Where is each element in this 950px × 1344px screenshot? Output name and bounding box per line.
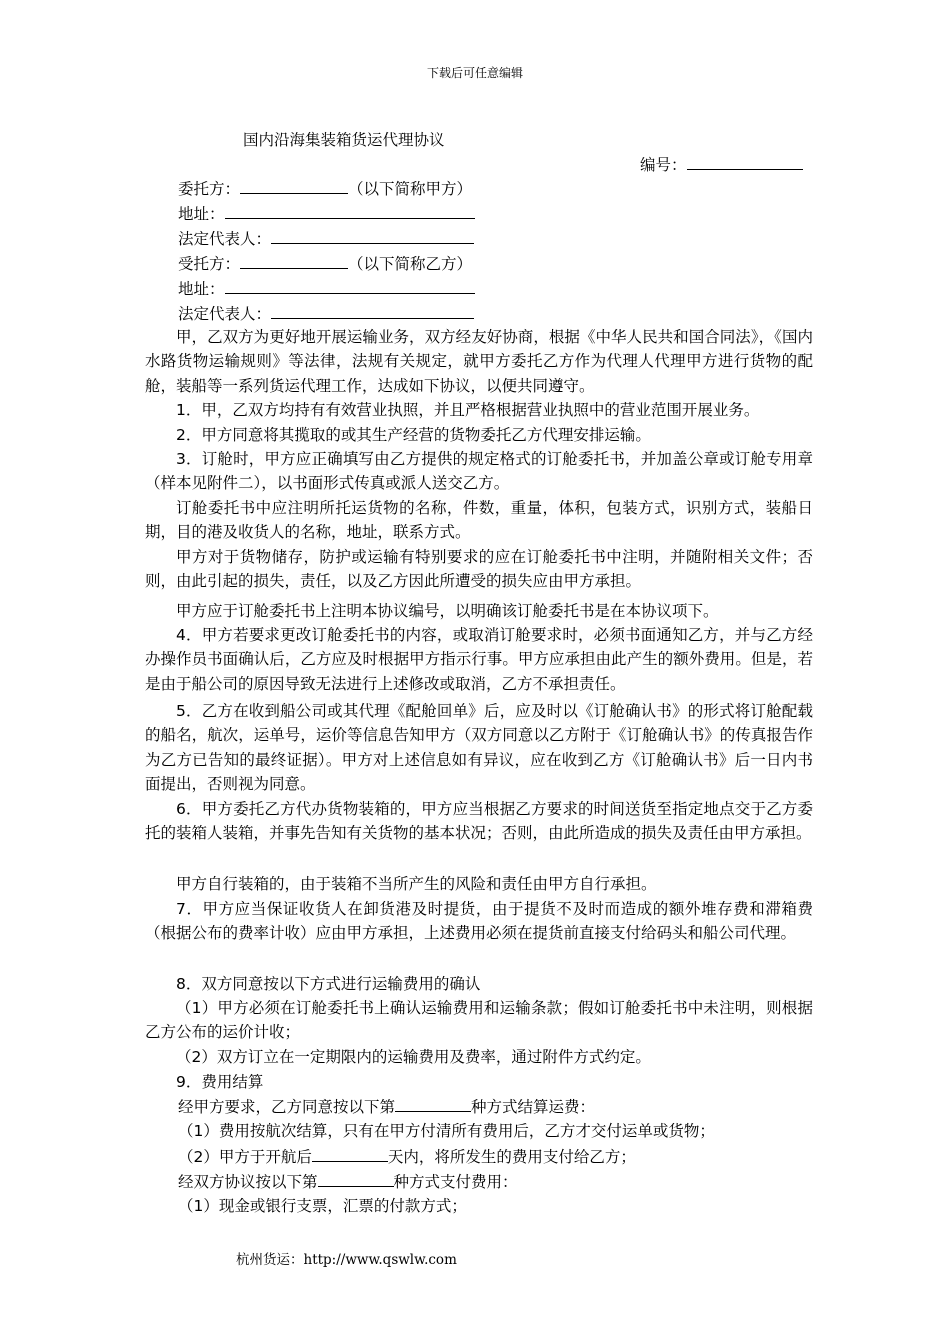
agent-line <box>178 253 472 274</box>
clause-3-detail: 订舱委托书中应注明所托运货物的名称，件数，重量，体积，包装方式，识别方式，装船日期，目的港及收货人的名称，地址，联系方式。 <box>145 499 813 542</box>
agent-note: （以下简称乙方） <box>348 255 473 273</box>
clause-1: 1．甲，乙双方均持有有效营业执照，并且严格根据营业执照中的营业范围开展业务。 <box>176 401 760 419</box>
clause-6-self-packing: 甲方自行装箱的，由于装箱不当所产生的风险和责任由甲方自行承担。 <box>176 875 657 893</box>
contract-number <box>640 153 803 175</box>
client-label: 委托方： <box>178 180 241 198</box>
intro-paragraph: 甲，乙双方为更好地开展运输业务，双方经友好协商，根据《中华人民共和国合同法》，《国内水路货物运输规则》等法律，法规有关规定，就甲方委托乙方作为代理人代理甲方进行货物的配舱，装船等一系列货运代理工作，达成如下协议，以便共同遵守。 <box>145 328 813 395</box>
agent-rep-line <box>178 303 474 324</box>
agent-label: 受托方： <box>178 255 241 273</box>
number-label: 编号： <box>640 156 687 174</box>
number-blank <box>687 154 803 170</box>
clause-4: 4．甲方若要求更改订舱委托书的内容，或取消订舱要求时，必须书面通知乙方，并与乙方经办操作员书面确认后，乙方应及时根据甲方指示行事。甲方应承担由此产生的额外费用。但是，若是由于船公司的原因导致无法进行上述修改或取消，乙方不承担责任。 <box>145 626 813 693</box>
client-rep-line <box>178 228 474 249</box>
page-header: 下载后可任意编辑 <box>426 66 523 80</box>
option-text-end: 天内，将所发生的费用支付给乙方； <box>387 1148 636 1166</box>
settlement-text: 经甲方要求，乙方同意按以下第 <box>178 1098 396 1116</box>
clause-2: 2．甲方同意将其揽取的或其生产经营的货物委托乙方代理安排运输。 <box>176 426 651 444</box>
client-note: （以下简称甲方） <box>348 180 473 198</box>
rep-label: 法定代表人： <box>178 305 272 323</box>
rep-blank <box>271 228 474 244</box>
clause-6: 6．甲方委托乙方代办货物装箱的，甲方应当根据乙方要求的时间送货至指定地点交于乙方委托的装箱人装箱，并事先告知有关货物的基本状况；否则，由此所造成的损失及责任由甲方承担。 <box>145 800 813 843</box>
address-label: 地址： <box>178 280 225 298</box>
settlement-blank <box>395 1096 471 1112</box>
address-label: 地址： <box>178 205 225 223</box>
payment-text: 经双方协议按以下第 <box>178 1173 318 1191</box>
address-blank <box>225 278 475 294</box>
clause-3-number-note: 甲方应于订舱委托书上注明本协议编号，以明确该订舱委托书是在本协议项下。 <box>176 602 719 620</box>
clause-3-requirements: 甲方对于货物储存，防护或运输有特别要求的应在订舱委托书中注明，并随附相关文件；否则，由此引起的损失，责任，以及乙方因此所遭受的损失应由甲方承担。 <box>145 548 813 591</box>
agent-blank <box>240 253 348 269</box>
clause-9: 9．费用结算 <box>176 1073 264 1091</box>
payment-blank <box>318 1171 394 1187</box>
settlement-text-end: 种方式结算运费： <box>471 1098 596 1116</box>
document-title: 国内沿海集装箱货运代理协议 <box>243 131 445 149</box>
page-footer: 杭州货运：http://www.qswlw.com <box>236 1252 457 1268</box>
clause-3: 3．订舱时，甲方应正确填写由乙方提供的规定格式的订舱委托书，并加盖公章或订舱专用章（样本见附件二），以书面形式传真或派人送交乙方。 <box>145 450 813 493</box>
client-line <box>178 178 472 199</box>
clause-8-item-2: （2）双方订立在一定期限内的运输费用及费率，通过附件方式约定。 <box>176 1048 651 1066</box>
option-text: （2）甲方于开航后 <box>178 1148 312 1166</box>
clause-7: 7．甲方应当保证收货人在卸货港及时提货，由于提货不及时而造成的额外堆存费和滞箱费（根据公布的费率计收）应由甲方承担，上述费用必须在提货前直接支付给码头和船公司代理。 <box>145 900 813 943</box>
clause-8: 8．双方同意按以下方式进行运输费用的确认 <box>176 975 481 993</box>
days-blank <box>312 1146 388 1162</box>
settlement-option-1: （1）费用按航次结算，只有在甲方付清所有费用后，乙方才交付运单或货物； <box>178 1122 715 1140</box>
client-address-line <box>178 203 475 224</box>
payment-option-1: （1）现金或银行支票，汇票的付款方式； <box>178 1197 467 1215</box>
rep-blank <box>271 303 474 319</box>
settlement-method-line <box>178 1096 595 1117</box>
payment-text-end: 种方式支付费用： <box>393 1173 518 1191</box>
payment-method-line <box>178 1171 518 1192</box>
rep-label: 法定代表人： <box>178 230 272 248</box>
agent-address-line <box>178 278 475 299</box>
settlement-option-2 <box>178 1146 636 1167</box>
clause-5: 5．乙方在收到船公司或其代理《配舱回单》后，应及时以《订舱确认书》的形式将订舱配载的船名，航次，运单号，运价等信息告知甲方（双方同意以乙方附于《订舱确认书》的传真报告作为乙方已告知的最终证据）。甲方对上述信息如有异议，应在收到乙方《订舱确认书》后一日内书面提出，否则视为同意。 <box>145 702 813 794</box>
client-blank <box>240 178 348 194</box>
clause-8-item-1: （1）甲方必须在订舱委托书上确认运输费用和运输条款；假如订舱委托书中未注明，则根据乙方公布的运价计收； <box>145 999 813 1042</box>
address-blank <box>225 203 475 219</box>
